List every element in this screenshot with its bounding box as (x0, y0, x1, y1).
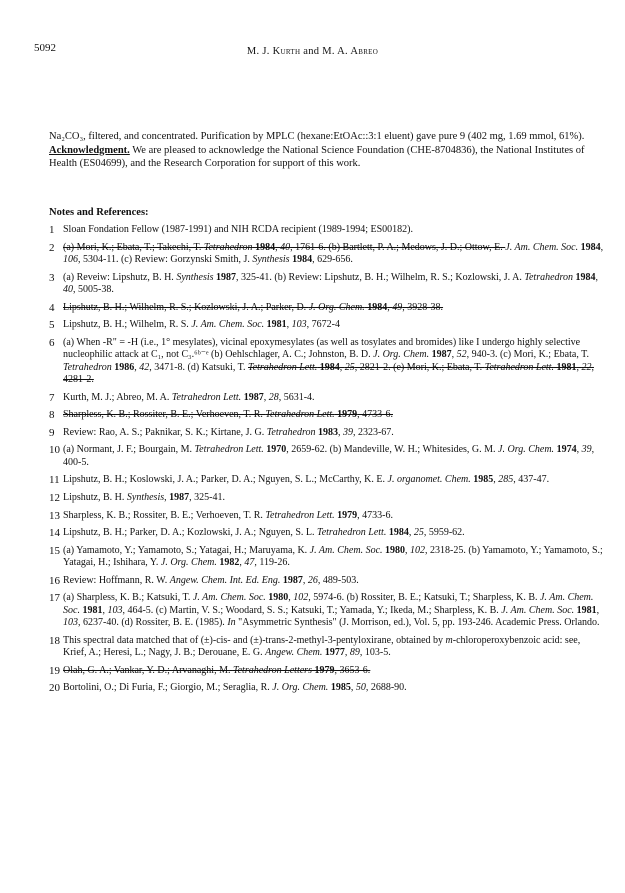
note-segment: 1980 (382, 544, 406, 556)
note-segment: Olah, G. A.; Vankar, Y. D.; Arvanaghi, M. (63, 664, 233, 676)
note-segment: "Asymmetric Synthesis" (J. Morrison, ed.), Vol. 5, pp. 193-246. Academic Press. Orlando. (235, 617, 600, 629)
note-segment: Sharpless, K. B.; Rossiter, B. E.; Verhoeven, T. R. (63, 409, 266, 421)
note-segment: 1984 (252, 241, 276, 253)
note-segment: 106 (63, 254, 78, 265)
note-segment: 28 (268, 391, 279, 403)
note-segment: 49 (392, 301, 403, 313)
note-segment: Synthesis (176, 271, 214, 283)
note-item (49, 575, 604, 587)
note-segment: Kurth, M. J.; Abreo, M. A. (63, 391, 172, 403)
note-segment: J. Am. Chem. Soc. (501, 604, 575, 616)
note-item (49, 337, 604, 387)
note-number: 14 (49, 527, 60, 540)
note-segment: , 4281-2. (63, 361, 594, 385)
note-item (49, 682, 604, 694)
note-segment: , 5959-62. (423, 527, 465, 539)
note-text (63, 272, 604, 297)
note-segment: , (451, 349, 457, 361)
note-segment: Tetrahedron Lett. (171, 391, 242, 403)
note-segment: 1981 (264, 319, 287, 331)
note-segment: This spectral data matched that of (±)-cis- and (±)-trans-2-methyl-3-pentyloxirane, obtained by (63, 634, 446, 646)
note-segment: 25 (344, 361, 355, 373)
note-number: 6 (49, 336, 55, 349)
note-segment: , (337, 426, 343, 438)
note-segment: Lipshutz, B. H. (63, 491, 127, 503)
note-segment: 1985 (328, 682, 351, 694)
note-segment: , (286, 319, 292, 331)
note-item (49, 427, 604, 439)
note-segment: , 7672-4 (306, 319, 341, 331)
note-segment: , 2323-67. (352, 426, 394, 438)
note-text (63, 474, 604, 486)
note-item (49, 510, 604, 522)
note-number: 1 (49, 224, 55, 236)
note-segment: , (134, 361, 140, 373)
note-segment: (a) Reveiw: Lipshutz, B. H. (63, 271, 177, 283)
note-segment: 1986 (111, 361, 135, 373)
note-item (49, 409, 604, 421)
acknowledgment-text: We are pleased to acknowledge the National Science Foundation (CHE-8704836), the National Institutes of Health (ES04699), and the Research Corporation for support of this work. (49, 144, 585, 169)
note-segment: Tetrahedron Lett. (248, 361, 318, 373)
note-segment: 1984 (386, 527, 409, 539)
note-item (49, 474, 604, 486)
note-segment: Tetrahedron Lett. (317, 527, 387, 539)
note-item (49, 592, 604, 629)
note-segment: Angew. Chem. Int. Ed. Eng. (169, 574, 281, 586)
note-item (49, 392, 604, 404)
note-segment: 40 (63, 284, 73, 295)
note-item (49, 224, 604, 236)
note-item (49, 545, 604, 570)
note-segment: Tetrahedron (524, 271, 574, 283)
note-segment: 1970 (263, 444, 287, 456)
note-segment: Sloan Fondation Fellow (1987-1991) and NIH RCDA recipient (1989-1994; ES00182). (63, 224, 413, 235)
note-segment: Synthesis (252, 254, 290, 265)
note-segment: Tetrahedron (63, 361, 112, 373)
note-number: 3 (49, 271, 55, 284)
note-segment: , 5974-6. (b) Rossiter, B. E.; Katsuki, T.; Sharpless, K. B. (308, 592, 540, 604)
note-number: 4 (49, 301, 55, 314)
note-segment: , (302, 574, 308, 586)
note-segment: 26 (307, 574, 318, 586)
note-text (63, 492, 604, 504)
note-segment: Lipshutz, B. H.; Koslowski, J. A.; Parker, D. A.; Nguyen, S. L.; McCarthy, K. E. (63, 474, 388, 486)
note-segment: , 4733-6. (357, 509, 393, 521)
note-segment: 1984 (289, 254, 313, 265)
author-initials-2: and M. A. A (300, 46, 359, 57)
note-segment: , (275, 241, 281, 253)
note-text (63, 665, 604, 677)
note-item (49, 665, 604, 677)
note-segment: (a) Normant, J. F.; Bourgain, M. (63, 444, 195, 456)
note-number: 10 (49, 444, 60, 457)
author-surname-2: breo (358, 46, 379, 57)
author-initials-1: M. J. K (246, 46, 281, 57)
note-segment: 102 (410, 544, 426, 556)
note-segment: Synthesis (126, 491, 165, 503)
note-segment: Review: Hoffmann, R. W. (63, 574, 170, 586)
note-segment: , 489-503. (317, 574, 359, 586)
note-segment: , (493, 474, 499, 486)
note-segment: 1979 (311, 664, 335, 676)
note-number: 9 (49, 426, 55, 439)
acknowledgment-paragraph (49, 144, 597, 171)
note-number: 20 (49, 682, 60, 695)
note-segment: 1979 (334, 409, 358, 421)
note-segment: , 437-47. (513, 474, 550, 486)
note-item (49, 492, 604, 504)
note-segment: , (339, 361, 345, 373)
note-text (63, 575, 604, 587)
note-number: 18 (49, 634, 60, 647)
note-number: 12 (49, 491, 60, 504)
note-segment: Lipshutz, B. H.; Parker, D. A.; Kozlowski, J. A.; Nguyen, S. L. (63, 527, 318, 539)
note-segment: m (445, 634, 453, 646)
note-segment: , (405, 544, 411, 556)
note-item (49, 302, 604, 314)
note-text (63, 392, 604, 404)
note-segment: , 5631-4. (278, 391, 315, 403)
note-segment: , (102, 604, 108, 616)
note-segment: -chloroperoxybenzoic acid: see, Krief, A.; Heresi, L.; Nagy, J. B.; Derouane, E. G. (63, 634, 581, 659)
note-segment: 1987 (169, 491, 190, 503)
running-head (0, 46, 625, 57)
note-segment: J. Org. Chem. (272, 682, 329, 694)
note-segment: 1984 (578, 241, 601, 253)
note-segment: Tetrahedron Lett. (265, 409, 335, 421)
note-segment: , (164, 491, 170, 503)
body-text (49, 130, 597, 171)
note-item (49, 444, 604, 469)
note-segment: , 4733-6. (357, 409, 393, 421)
note-segment: Tetrahedron Letters (232, 664, 312, 676)
note-text (63, 527, 604, 539)
note-segment: (a) Yamamoto, Y.; Yamamoto, S.; Yatagai, H.; Maruyama, K. (63, 544, 310, 556)
note-segment: 285 (498, 474, 514, 486)
note-segment: 1987 (241, 391, 264, 403)
note-segment: , 3653-6. (334, 664, 371, 676)
note-segment: 1984 (317, 361, 340, 373)
note-segment: Angew. Chem. (265, 647, 323, 659)
note-segment: In (227, 617, 236, 629)
note-number: 11 (49, 474, 60, 487)
note-segment: 89 (349, 647, 360, 659)
note-number: 13 (49, 509, 60, 522)
note-segment: 50 (355, 682, 366, 694)
note-segment: (a) Mori, K.; Ebata, T.; Takechi, T. (63, 241, 204, 253)
note-segment: J. Am. Chem. Soc. (191, 319, 265, 331)
note-number: 16 (49, 574, 60, 587)
note-segment: , (596, 604, 600, 616)
note-segment: 103 (107, 604, 123, 616)
note-segment: J. Org. Chem. (498, 444, 555, 456)
note-text (63, 302, 604, 314)
note-item (49, 319, 604, 331)
note-item (49, 242, 604, 267)
note-segment: Tetrahedron Lett. (265, 509, 335, 521)
note-text (63, 427, 604, 439)
note-number: 17 (49, 592, 60, 605)
note-segment: , (288, 592, 294, 604)
note-segment: Tetrahedron (203, 241, 253, 253)
note-number: 19 (49, 664, 60, 677)
note-segment: 1977 (322, 647, 345, 659)
note-segment: 1982 (216, 557, 240, 569)
note-segment: , 2318-25. (b) Yamamoto, Y.; Yamamoto, S.; Yatagai, H.; Ishihara, Y. (63, 544, 603, 569)
note-segment: , 2659-62. (b) Mandeville, W. H.; Whitesides, G. M. (286, 444, 499, 456)
note-segment: , 2688-90. (365, 682, 407, 694)
note-segment: 39 (342, 426, 353, 438)
note-text (63, 682, 604, 694)
note-segment: 25 (413, 527, 424, 539)
note-segment: (a) Sharpless, K. B.; Katsuki, T. (63, 592, 193, 604)
note-segment: Tetrahedron Lett. (194, 444, 264, 456)
note-item (49, 527, 604, 539)
note-segment: 1979 (334, 509, 358, 521)
note-segment: 1980 (265, 592, 289, 604)
note-segment: , (408, 527, 414, 539)
note-segment: , 629-656. (312, 254, 353, 265)
notes-heading: Notes and References: (49, 207, 149, 218)
note-segment: 42 (139, 361, 150, 373)
note-segment: , (600, 241, 604, 253)
note-segment: Bortolini, O.; Di Furia, F.; Giorgio, M.; Seraglia, R. (63, 682, 273, 694)
note-segment: , (387, 301, 393, 313)
note-text (63, 224, 604, 236)
note-text (63, 592, 604, 629)
note-segment: Tetrahedron (266, 426, 316, 438)
note-segment: 1984 (364, 301, 388, 313)
note-segment: , 940-3. (c) Mori, K.; Ebata, T. (466, 349, 590, 361)
note-segment: , 5304-11. (c) Review: Gorzynski Smith, J. (78, 254, 253, 265)
notes-list (49, 224, 604, 700)
note-segment: 1984 (573, 271, 596, 283)
note-segment: J. Org. Chem. (308, 301, 365, 313)
note-segment: J. Org. Chem. (373, 349, 430, 361)
note-segment: (a) When -R" = -H (i.e., 1° mesylates), vicinal epoxymesylates (as well as tosylates and bromides) like I undergo highly selective nucleophilic attack at C₁, not C₃.⁶ᵇ⁻ᵉ (b) Oehlschlager, A. C.; Johnston, B. D. (63, 336, 581, 361)
note-segment: 1987 (213, 271, 237, 283)
note-segment: 22 (581, 361, 592, 373)
note-segment: J. Am. Chem. Soc. (192, 592, 266, 604)
note-number: 7 (49, 391, 55, 404)
author-surname-1: urth (280, 46, 301, 57)
note-segment: 102 (293, 592, 309, 604)
note-segment: , 3928-38. (402, 301, 444, 313)
note-segment: 1985 (470, 474, 494, 486)
note-segment: , 1761-6. (b) Bartlett, P. A.; Medows, J. D.; Ottow, E. (290, 241, 506, 253)
note-segment: , (576, 361, 582, 373)
note-segment: J. Org. Chem. (160, 557, 217, 569)
note-segment: 40 (280, 241, 291, 253)
note-segment: , 5005-38. (73, 284, 114, 295)
note-text (63, 510, 604, 522)
note-segment: , (350, 682, 356, 694)
note-segment: Lipshutz, B. H.; Wilhelm, R. S.; Kozlowski, J. A.; Parker, D. (63, 301, 309, 313)
note-segment: , (263, 391, 269, 403)
experimental-paragraph: Na₂CO₃, filtered, and concentrated. Purification by MPLC (hexane:EtOAc::3:1 eluent) gave pure 9 (402 mg, 1.69 mmol, 61%). (49, 131, 585, 142)
note-segment: , (576, 444, 582, 456)
note-segment: , 119-26. (254, 557, 290, 569)
note-item (49, 272, 604, 297)
note-segment: , 2821-2. (e) Mori, K.; Ebata, T. (354, 361, 485, 373)
page-number: 5092 (34, 42, 56, 54)
note-segment: J. Am. Chem. Soc. (309, 544, 383, 556)
note-segment: , 103-5. (359, 647, 391, 659)
note-segment: 1981 (79, 604, 103, 616)
note-segment: 1974 (554, 444, 577, 456)
note-text (63, 337, 604, 387)
note-number: 15 (49, 544, 60, 557)
note-segment: 1981 (553, 361, 577, 373)
note-text (63, 444, 604, 469)
note-segment: Tetrahedron Lett. (484, 361, 554, 373)
note-segment: 1983 (315, 426, 338, 438)
note-segment: 103 (291, 319, 307, 331)
note-segment: 47 (244, 557, 255, 569)
note-segment: , (239, 557, 245, 569)
note-segment: J. Am. Chem. Soc. (63, 592, 594, 616)
note-segment: 1987 (429, 349, 452, 361)
note-segment: , 400-5. (63, 444, 595, 468)
note-text (63, 545, 604, 570)
note-segment: , 325-41. (189, 491, 225, 503)
note-text (63, 409, 604, 421)
note-segment: 1987 (280, 574, 303, 586)
note-segment: , 3471-8. (d) Katsuki, T. (149, 361, 249, 373)
note-number: 5 (49, 319, 55, 332)
note-segment: 52 (456, 349, 467, 361)
note-segment: , 464-5. (c) Martin, V. S.; Woodard, S. S.; Katsuki, T.; Yamada, Y.; Ikeda, M.; Sharpless, K. B. (122, 604, 502, 616)
acknowledgment-heading: Acknowledgment. (49, 144, 130, 156)
note-item (49, 635, 604, 660)
note-text (63, 319, 604, 331)
note-segment: 1981 (574, 604, 597, 616)
note-segment: J. Am. Chem. Soc. (505, 241, 579, 253)
note-text (63, 635, 604, 660)
note-segment: 103 (63, 617, 78, 629)
note-segment: Sharpless, K. B.; Rossiter, B. E.; Verhoeven, T. R. (63, 509, 266, 521)
note-number: 2 (49, 241, 55, 254)
note-segment: , (344, 647, 350, 659)
note-segment: , 325-41. (b) Review: Lipshutz, B. H.; Wilhelm, R. S.; Kozlowski, J. A. (236, 271, 525, 283)
note-number: 8 (49, 409, 55, 422)
note-segment: , (595, 271, 599, 283)
note-text (63, 242, 604, 267)
note-segment: 39 (581, 444, 592, 456)
note-segment: J. organomet. Chem. (387, 474, 471, 486)
note-segment: Lipshutz, B. H.; Wilhelm, R. S. (63, 319, 192, 331)
note-segment: Review: Rao, A. S.; Paknikar, S. K.; Kirtane, J. G. (63, 426, 267, 438)
note-segment: , 6237-40. (d) Rossiter, B. E. (1985). (78, 617, 228, 629)
